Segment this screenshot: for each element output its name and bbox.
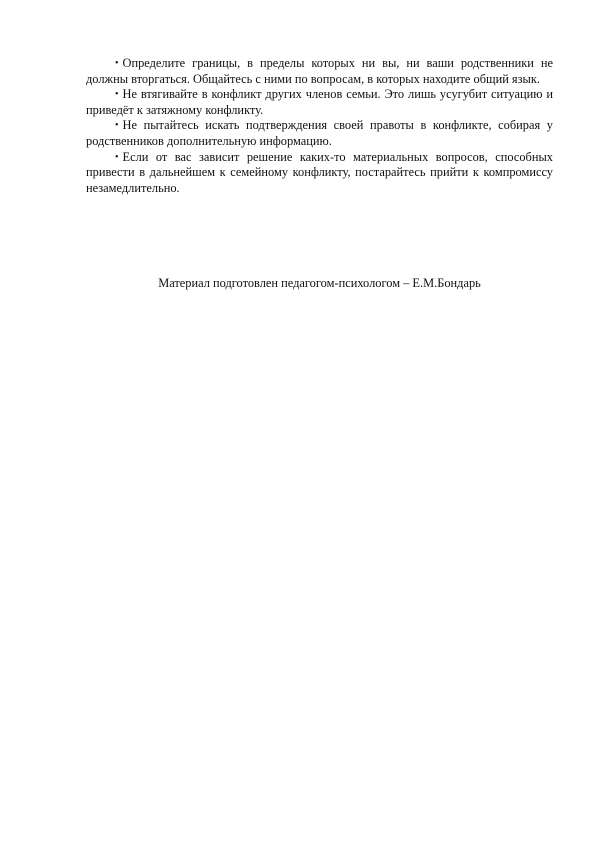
advice-item bbox=[86, 150, 553, 197]
advice-item bbox=[86, 56, 553, 87]
bullet-icon: • bbox=[115, 58, 119, 69]
bullet-icon: • bbox=[115, 120, 119, 132]
bullet-icon: • bbox=[115, 89, 119, 101]
advice-text: Не втягивайте в конфликт других членов семьи. Это лишь усугубит ситуацию и приведёт к затяжному конфликту. bbox=[86, 87, 553, 117]
bullet-icon: • bbox=[115, 151, 119, 163]
advice-item bbox=[86, 118, 553, 149]
author-signature: Материал подготовлен педагогом-психологом – Е.М.Бондарь bbox=[158, 276, 481, 290]
advice-item bbox=[86, 87, 553, 118]
advice-text: Определите границы, в пределы которых ни вы, ни ваши родственники не должны вторгаться. Общайтесь с ними по вопросам, в которых находите общий язык. bbox=[86, 56, 553, 86]
advice-list bbox=[86, 56, 553, 196]
advice-text: Не пытайтесь искать подтверждения своей правоты в конфликте, собирая у родственников дополнительную информацию. bbox=[86, 118, 553, 148]
advice-text: Если от вас зависит решение каких-то материальных вопросов, способных привести в дальнейшем к семейному конфликту, постарайтесь прийти к компромиссу незамедлительно. bbox=[86, 149, 553, 195]
